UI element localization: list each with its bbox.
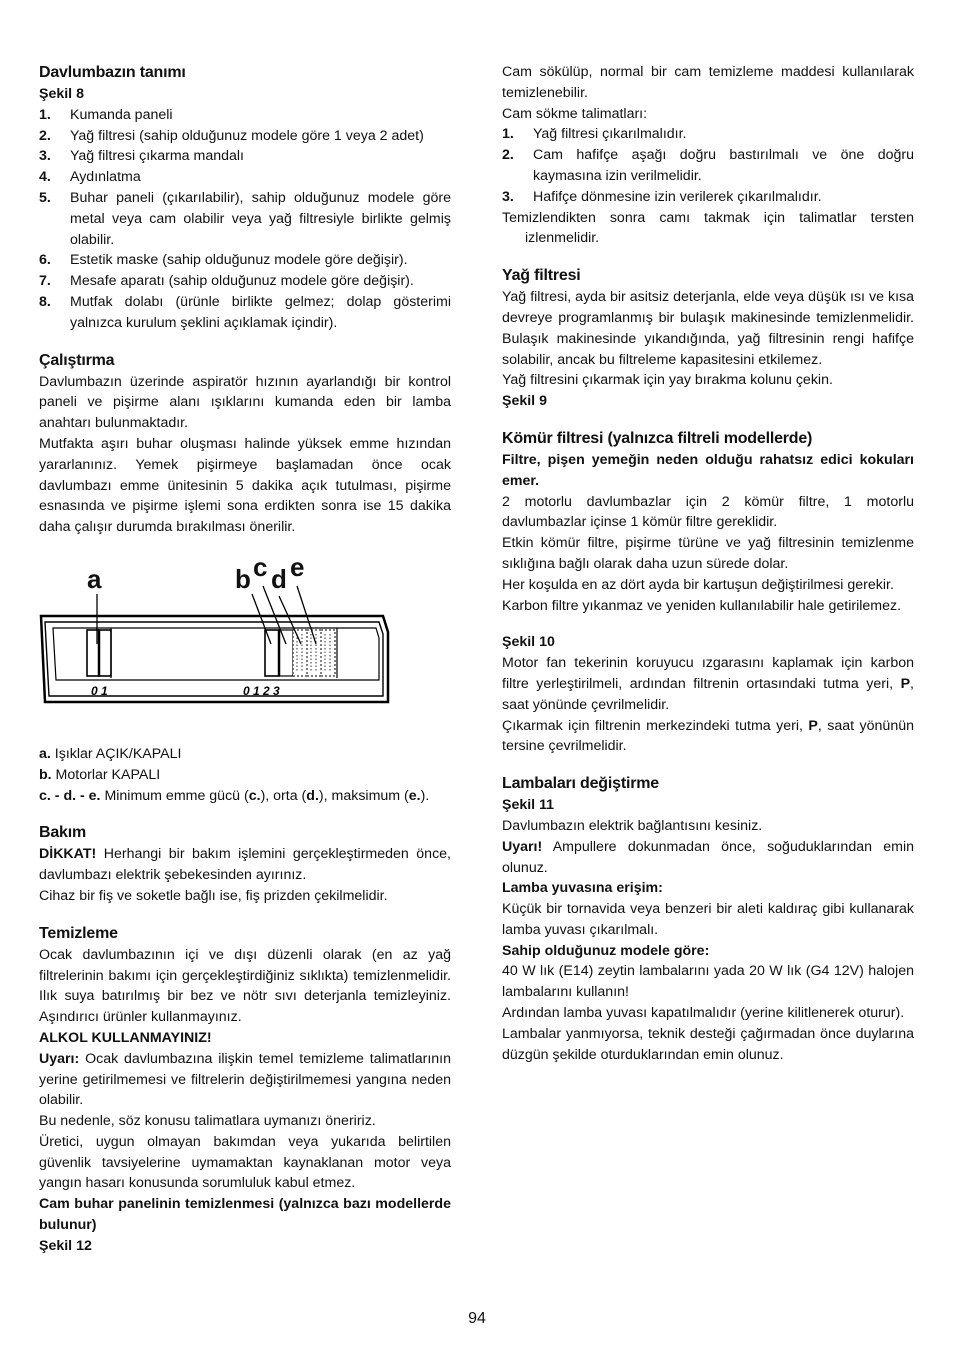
description-figure-ref: Şekil 8 (39, 86, 84, 102)
list-item-text: Mesafe aparatı (sahip olduğunuz modele göre değişir). (70, 273, 414, 290)
list-item-number: 5. (39, 189, 51, 206)
lamps-warning: Uyarı! Ampullere dokunmadan önce, soğuduklarından emin olunuz. (502, 838, 914, 876)
list-item (502, 187, 914, 208)
right-column (502, 62, 914, 1065)
operation-paragraph-2: Mutfakta aşırı buhar oluşması halinde yüksek emme hızından yararlanınız. Yemek pişirmeye başlamadan önce ocak davlumbazı emme ünitesinin 5 dakika açık tutulması, pişirme esnasında ve pişirme işlemi sona erdikten sonra ise 15 dakika daha çalışır durumda bırakılması önerilir. (39, 435, 451, 536)
charcoal-intro: Filtre, pişen yemeğin neden olduğu rahatsız edici kokuları emer. (502, 451, 914, 489)
operation-paragraph-1: Davlumbazın üzerinde aspiratör hızının ayarlandığı bir kontrol paneli ve pişirme alanı ışıklarını kumanda eden bir lamba anahtarı bulunmaktadır. (39, 373, 451, 432)
list-item (502, 145, 914, 187)
charcoal-paragraph-5: Motor fan tekerinin koruyucu ızgarasını kaplamak için karbon filtre yerleştirilmeli, ardından filtrenin ortasındaki tutma yeri, P, saat yönünde çevrilmelidir. (502, 655, 914, 713)
list-item-text: Yağ filtresi çıkarma mandalı (70, 148, 244, 165)
list-item (39, 146, 451, 167)
list-item-number: 2. (502, 147, 514, 164)
cleaning-title: Temizleme (39, 924, 118, 942)
list-item-number: 8. (39, 293, 51, 310)
list-item-number: 7. (39, 273, 51, 290)
list-item-text: Buhar paneli (çıkarılabilir), sahip olduğunuz modele göre metal veya cam olabilir veya yağ filtresiyle birlikte gelmiş olabilir. (70, 189, 451, 248)
charcoal-paragraph-2: Etkin kömür filtre, pişirme türüne ve yağ filtresinin temizlenme sıklığına bağlı olarak daha uzun sürede dolar. (502, 535, 914, 572)
cleaning-warning: Uyarı: Ocak davlumbazına ilişkin temel temizleme talimatlarının yerine getirilmemesi ve filtrelerin değiştirilmemesi yangına neden olabilir. (39, 1050, 451, 1109)
cleaning-no-alcohol: ALKOL KULLANMAYINIZ! (39, 1029, 212, 1046)
charcoal-figure-ref: Şekil 10 (502, 634, 555, 651)
glass-cleaning-figure-ref: Şekil 12 (39, 1237, 92, 1254)
charcoal-paragraph-3: Her koşulda en az dört ayda bir kartuşun değiştirilmesi gerekir. (502, 576, 894, 593)
list-item (39, 105, 451, 126)
grease-figure-ref: Şekil 9 (502, 393, 547, 410)
left-switch-scale: 0 1 (91, 683, 108, 698)
grease-paragraph-2: Yağ filtresini çıkarmak için yay bırakma kolunu çekin. (502, 372, 833, 389)
list-item-text: Cam hafifçe aşağı doğru bastırılmalı ve öne doğru kaymasına izin verilmelidir. (533, 147, 914, 184)
label-c: c (253, 551, 268, 582)
maintenance-title: Bakım (39, 824, 87, 842)
motor-switch-scale: 0 1 2 3 (243, 683, 280, 698)
list-item-text: Yağ filtresi çıkarılmalıdır. (533, 126, 687, 143)
legend-cde: c. - d. - e. Minimum emme gücü (c.), orta (d.), maksimum (e.). (39, 787, 430, 804)
list-item-number: 4. (39, 169, 51, 186)
operation-title: Çalıştırma (39, 351, 115, 369)
list-item (39, 250, 451, 271)
list-item-number: 6. (39, 252, 51, 269)
list-item (39, 292, 451, 334)
list-item (39, 271, 451, 292)
list-item-text: Kumanda paneli (70, 106, 173, 123)
list-item (502, 124, 914, 145)
lamps-model-title: Sahip olduğunuz modele göre: (502, 942, 710, 959)
list-item-text: Mutfak dolabı (ürünle birlikte gelmez; dolap gösterimi yalnızca kurulum şeklini açıklamak içindir). (70, 293, 451, 331)
cleaning-paragraph-3: Bu nedenle, söz konusu talimatlara uymanızı öneririz. (39, 1113, 376, 1130)
list-item (39, 167, 451, 188)
list-item-number: 3. (39, 148, 51, 165)
lamps-paragraph-2: Küçük bir tornavida veya benzeri bir aleti kaldıraç gibi kullanarak lamba yuvası çıkarılmalı. (502, 901, 914, 938)
charcoal-paragraph-1: 2 motorlu davlumbazlar için 2 kömür filtre, 1 motorlu davlumbazlar içinse 1 kömür filtre gereklidir. (502, 493, 914, 531)
list-item-number: 2. (39, 127, 51, 144)
description-title: Davlumbazın tanımı (39, 64, 186, 81)
list-item-number: 3. (502, 188, 514, 205)
list-item-text: Yağ filtresi (sahip olduğunuz modele göre 1 veya 2 adet) (70, 127, 424, 144)
maintenance-warning: DİKKAT! Herhangi bir bakım işlemini gerçekleştirmeden önce, davlumbazı elektrik şebekesinden ayırınız. (39, 846, 451, 884)
lamps-paragraph-1: Davlumbazın elektrik bağlantısını kesiniz. (502, 817, 763, 834)
glass-paragraph-1: Cam sökülüp, normal bir cam temizleme maddesi kullanılarak temizlenebilir. (502, 64, 914, 101)
charcoal-paragraph-4: Karbon filtre yıkanmaz ve yeniden kullanılabilir hale getirilemez. (502, 597, 902, 614)
glass-cleaning-title: Cam buhar panelinin temizlenmesi (yalnızca bazı modellerde bulunur) (39, 1196, 451, 1234)
label-e: e (290, 551, 305, 582)
list-item-number: 1. (39, 106, 51, 123)
list-item-text: Hafifçe dönmesine izin verilerek çıkarılmalıdır. (533, 188, 822, 205)
glass-removal-list (502, 124, 914, 207)
legend-b: b. Motorlar KAPALI (39, 766, 161, 783)
cleaning-paragraph-4: Üretici, uygun olmayan bakımdan veya yukarıda belirtilen güvenlik tavsiyelerine uymamaktan kaynaklanan motor veya yangın hasarı konusunda sorumluluk kabul etmez. (39, 1133, 451, 1192)
control-panel-figure (39, 551, 451, 714)
legend-a: a. Işıklar AÇIK/KAPALI (39, 745, 182, 762)
charcoal-filter-title: Kömür filtresi (yalnızca filtreli modellerde) (502, 429, 813, 447)
label-b: b (235, 563, 251, 594)
list-item-text: Estetik maske (sahip olduğunuz modele göre değişir). (70, 252, 408, 269)
list-item (39, 188, 451, 250)
label-a: a (87, 563, 102, 594)
charcoal-paragraph-6: Çıkarmak için filtrenin merkezindeki tutma yeri, P, saat yönünün tersine çevrilmelidir. (502, 717, 914, 755)
list-item-text: Aydınlatma (70, 169, 141, 186)
lamps-paragraph-5: Lambalar yanmıyorsa, teknik desteği çağırmadan önce duylarına düzgün şekilde oturduklarından emin olunuz. (502, 1025, 914, 1063)
grease-paragraph-1: Yağ filtresi, ayda bir asitsiz deterjanla, elde veya düşük ısı ve kısa devreye programlanmış bir bulaşık makinesinde temizlenmelidir. Bulaşık makinesinde yıkandığında, yağ filtresinin rengi hafifçe solabilir, ancak bu filtreleme kapasitesini etkilemez. (502, 289, 914, 368)
list-item-number: 1. (502, 126, 514, 143)
list-item (39, 126, 451, 147)
lamps-paragraph-3: 40 W lık (E14) zeytin lambalarını yada 20 W lık (G4 12V) halojen lambalarını kullanın! (502, 963, 914, 1001)
glass-paragraph-3: Temizlendikten sonra camı takmak için talimatlar tersten izlenmelidir. (502, 209, 914, 247)
page-number: 94 (468, 1310, 486, 1327)
grease-filter-title: Yağ filtresi (502, 267, 581, 285)
lamps-figure-ref: Şekil 11 (502, 797, 555, 814)
lamps-access-title: Lamba yuvasına erişim: (502, 880, 663, 897)
cleaning-paragraph-1: Ocak davlumbazının içi ve dışı düzenli olarak (en az yağ filtrelerinin bakımı için gerçekleştirdiğiniz sıklıkta) temizlenmelidir. Ilık suya batırılmış bir bez ve nötr sıvı deterjanla temizleyiniz. Aşındırıcı ürünler kullanmayınız. (39, 946, 451, 1026)
left-column (39, 62, 451, 1257)
lamps-title: Lambaları değiştirme (502, 775, 659, 793)
label-d: d (271, 563, 287, 594)
lamps-paragraph-4: Ardından lamba yuvası kapatılmalıdır (yerine kilitlenerek oturur). (502, 1005, 905, 1022)
description-list (39, 105, 451, 334)
glass-paragraph-2: Cam sökme talimatları: (502, 105, 648, 122)
maintenance-paragraph-2: Cihaz bir fiş ve soketle bağlı ise, fiş prizden çekilmelidir. (39, 887, 388, 904)
